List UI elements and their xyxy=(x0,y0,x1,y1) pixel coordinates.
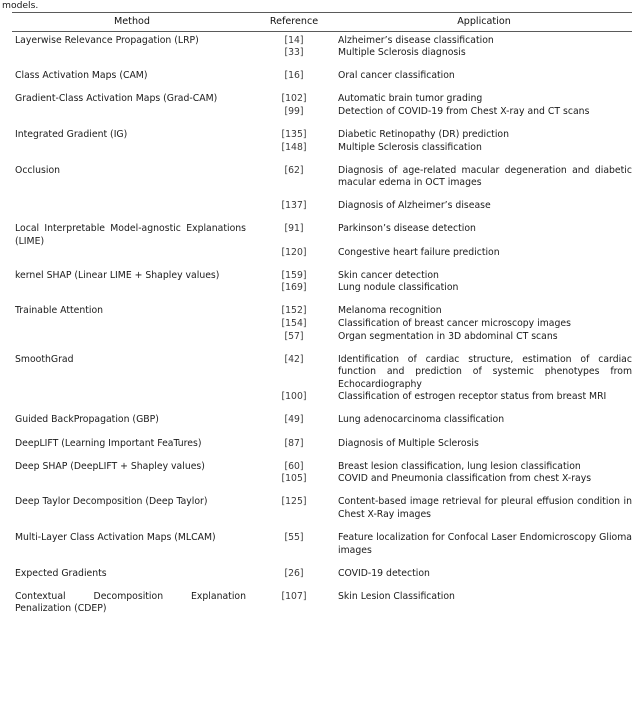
application-cell: Diagnosis of age-related macular degeneration and diabetic macular edema in OCT images xyxy=(338,164,632,189)
table-row xyxy=(12,438,632,451)
table-entry xyxy=(252,473,632,486)
table-entry xyxy=(252,461,632,474)
method-cell: Local Interpretable Model-agnostic Explanations (LIME) xyxy=(15,223,246,248)
entry-list xyxy=(252,354,632,404)
table-row xyxy=(12,270,632,295)
column-header-reference: Reference xyxy=(269,15,319,27)
table-entry xyxy=(252,93,632,106)
method-cell: Occlusion xyxy=(15,164,61,176)
application-cell: Diagnosis of Multiple Sclerosis xyxy=(338,437,479,449)
table-entry xyxy=(252,282,632,295)
reference-cell[interactable]: [159] xyxy=(281,269,307,281)
method-cell: Deep Taylor Decomposition (Deep Taylor) xyxy=(15,496,208,508)
application-cell: Melanoma recognition xyxy=(338,305,442,317)
table-entry xyxy=(252,438,632,451)
table-row xyxy=(12,532,632,557)
table-entry xyxy=(252,165,632,190)
method-cell: Layerwise Relevance Propagation (LRP) xyxy=(15,34,199,46)
table-entry xyxy=(252,223,632,236)
reference-cell[interactable]: [91] xyxy=(284,223,304,235)
reference-cell[interactable]: [154] xyxy=(281,317,307,329)
entry-list xyxy=(252,35,632,60)
table-entry xyxy=(252,129,632,142)
application-cell: Feature localization for Confocal Laser Endomicroscopy Glioma images xyxy=(338,532,632,556)
method-cell: Multi-Layer Class Activation Maps (MLCAM) xyxy=(15,532,216,544)
reference-cell[interactable]: [105] xyxy=(281,473,307,485)
entry-list xyxy=(252,270,632,295)
entry-list xyxy=(252,165,632,213)
application-cell: Parkinson’s disease detection xyxy=(338,223,476,235)
application-cell: Lung adenocarcinoma classification xyxy=(338,414,505,426)
method-cell: Integrated Gradient (IG) xyxy=(15,128,128,140)
entry-list xyxy=(252,496,632,521)
entry-list xyxy=(252,591,632,604)
reference-cell[interactable]: [169] xyxy=(281,282,307,294)
table-entry xyxy=(252,591,632,604)
column-header-application: Application xyxy=(457,15,511,27)
method-cell: SmoothGrad xyxy=(15,353,74,365)
method-cell: Contextual Decomposition Explanation Penalization (CDEP) xyxy=(15,590,246,615)
entry-list xyxy=(252,461,632,486)
application-cell: Lung nodule classification xyxy=(338,282,459,294)
reference-cell[interactable]: [55] xyxy=(284,532,304,544)
table-entry xyxy=(252,568,632,581)
entry-list xyxy=(252,70,632,83)
entry-list xyxy=(252,223,632,259)
application-cell: Content-based image retrieval for pleural effusion condition in Chest X-Ray images xyxy=(338,496,632,520)
application-cell: Classification of estrogen receptor status from breast MRI xyxy=(338,391,607,403)
methods-table xyxy=(12,12,632,616)
reference-cell[interactable]: [57] xyxy=(284,330,304,342)
application-cell: Identification of cardiac structure, estimation of cardiac function and prediction of systemic phenotypes from Echocardiography xyxy=(338,353,632,390)
table-entry xyxy=(252,106,632,119)
application-cell: COVID-19 detection xyxy=(338,567,430,579)
reference-cell[interactable]: [87] xyxy=(284,437,304,449)
table-row xyxy=(12,414,632,427)
application-cell: Multiple Sclerosis diagnosis xyxy=(338,47,466,59)
application-cell: Congestive heart failure prediction xyxy=(338,246,500,258)
table-body xyxy=(12,32,632,617)
reference-cell[interactable]: [100] xyxy=(281,391,307,403)
method-cell: Guided BackPropagation (GBP) xyxy=(15,414,159,426)
entry-list xyxy=(252,438,632,451)
table-row xyxy=(12,129,632,154)
entry-list xyxy=(252,414,632,427)
method-cell: Gradient-Class Activation Maps (Grad-CAM) xyxy=(15,93,218,105)
entry-list xyxy=(252,93,632,118)
table-entry xyxy=(252,247,632,260)
reference-cell[interactable]: [125] xyxy=(281,496,307,508)
application-cell: Oral cancer classification xyxy=(338,70,455,82)
table-row xyxy=(12,461,632,486)
reference-cell[interactable]: [107] xyxy=(281,590,307,602)
table-row xyxy=(12,354,632,404)
reference-cell[interactable]: [16] xyxy=(284,70,304,82)
reference-cell[interactable]: [148] xyxy=(281,141,307,153)
table-entry xyxy=(252,532,632,557)
application-cell: Multiple Sclerosis classification xyxy=(338,141,482,153)
application-cell: Classification of breast cancer microscopy images xyxy=(338,317,571,329)
table-entry xyxy=(252,496,632,521)
reference-cell[interactable]: [14] xyxy=(284,34,304,46)
table-row xyxy=(12,568,632,581)
table-entry xyxy=(252,391,632,404)
table-row xyxy=(12,93,632,118)
reference-cell[interactable]: [99] xyxy=(284,105,304,117)
table-entry xyxy=(252,318,632,331)
column-header-method: Method xyxy=(114,15,150,27)
application-cell: Organ segmentation in 3D abdominal CT scans xyxy=(338,330,558,342)
table-entry xyxy=(252,270,632,283)
reference-cell[interactable]: [49] xyxy=(284,414,304,426)
application-cell: Skin cancer detection xyxy=(338,269,439,281)
table-row xyxy=(12,35,632,60)
method-cell: Deep SHAP (DeepLIFT + Shapley values) xyxy=(15,460,205,472)
application-cell: Alzheimer’s disease classification xyxy=(338,34,494,46)
table-entry xyxy=(252,142,632,155)
table-row xyxy=(12,223,632,259)
application-cell: Skin Lesion Classification xyxy=(338,590,455,602)
reference-cell[interactable]: [33] xyxy=(284,47,304,59)
page-lead-text: models. xyxy=(2,0,39,11)
table-entry xyxy=(252,200,632,213)
table-entry xyxy=(252,47,632,60)
reference-cell[interactable]: [60] xyxy=(284,460,304,472)
application-cell: COVID and Pneumonia classification from chest X-rays xyxy=(338,473,592,485)
table-row xyxy=(12,591,632,616)
method-cell: Trainable Attention xyxy=(15,305,104,317)
reference-cell[interactable]: [135] xyxy=(281,128,307,140)
table-row xyxy=(12,305,632,343)
table-entry xyxy=(252,305,632,318)
entry-list xyxy=(252,532,632,557)
application-cell: Breast lesion classification, lung lesion classification xyxy=(338,460,581,472)
method-cell: Expected Gradients xyxy=(15,567,107,579)
entry-list xyxy=(252,305,632,343)
reference-cell[interactable]: [62] xyxy=(284,164,304,176)
application-cell: Detection of COVID-19 from Chest X-ray and CT scans xyxy=(338,105,590,117)
table-row xyxy=(12,165,632,213)
reference-cell[interactable]: [152] xyxy=(281,305,307,317)
application-cell: Diagnosis of Alzheimer’s disease xyxy=(338,200,491,212)
method-cell: DeepLIFT (Learning Important FeaTures) xyxy=(15,437,202,449)
table-entry xyxy=(252,70,632,83)
table-entry xyxy=(252,331,632,344)
table-entry xyxy=(252,354,632,392)
application-cell: Automatic brain tumor grading xyxy=(338,93,483,105)
table-row xyxy=(12,70,632,83)
reference-cell[interactable]: [137] xyxy=(281,200,307,212)
reference-cell[interactable]: [102] xyxy=(281,93,307,105)
reference-cell[interactable]: [120] xyxy=(281,246,307,258)
application-cell: Diabetic Retinopathy (DR) prediction xyxy=(338,128,509,140)
method-cell: Class Activation Maps (CAM) xyxy=(15,70,148,82)
table-entry xyxy=(252,414,632,427)
reference-cell[interactable]: [42] xyxy=(284,353,304,365)
table-entry xyxy=(252,35,632,48)
table-header-row xyxy=(12,13,632,31)
reference-cell[interactable]: [26] xyxy=(284,567,304,579)
method-cell: kernel SHAP (Linear LIME + Shapley values) xyxy=(15,269,220,281)
entry-list xyxy=(252,129,632,154)
entry-list xyxy=(252,568,632,581)
table-row xyxy=(12,496,632,521)
